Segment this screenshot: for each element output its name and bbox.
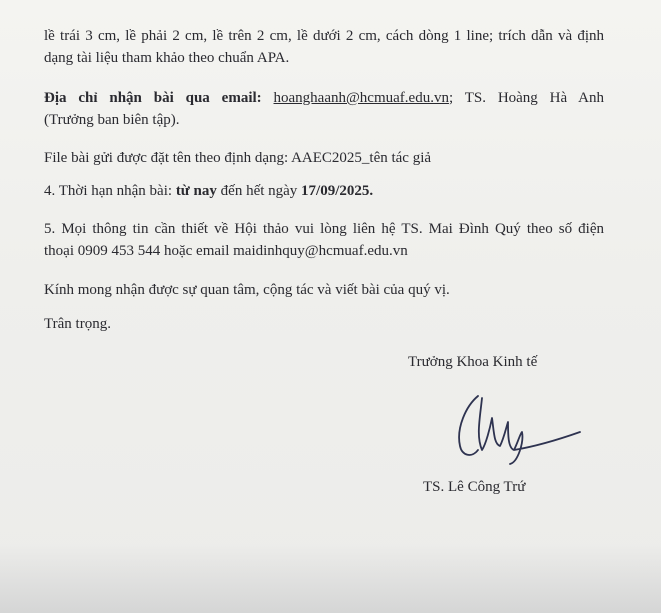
format-line-1: lề trái 3 cm, lề phải 2 cm, lề trên 2 cm, lề dưới 2 cm, cách dòng 1 line; trích dẫn và định xyxy=(44,28,604,44)
format-line-2: dạng tài liệu tham khảo theo chuẩn APA. xyxy=(44,50,290,66)
signature-image xyxy=(448,388,588,468)
deadline-prefix: 4. Thời hạn nhận bài: xyxy=(44,183,176,199)
deadline xyxy=(44,181,373,201)
signatory-title: Trưởng Khoa Kinh tế xyxy=(408,354,538,370)
email-label: Địa chỉ nhận bài qua email: xyxy=(44,90,262,106)
signatory-name: TS. Lê Công Trứ xyxy=(423,479,526,495)
closing-text: Kính mong nhận được sự quan tâm, cộng tác và viết bài của quý vị. xyxy=(44,282,450,298)
editor-role: (Trưởng ban biên tập). xyxy=(44,112,180,128)
regards-text: Trân trọng. xyxy=(44,316,111,332)
deadline-middle: đến hết ngày xyxy=(216,183,302,199)
email-link[interactable]: hoanghaanh@hcmuaf.edu.vn xyxy=(273,90,449,106)
deadline-date: 17/09/2025. xyxy=(301,183,374,199)
contact-line-1: 5. Mọi thông tin cần thiết về Hội thảo vui lòng liên hệ TS. Mai Đình Quý theo số điện xyxy=(44,221,604,237)
email-line xyxy=(44,88,604,108)
file-naming: File bài gửi được đặt tên theo định dạng: AAEC2025_tên tác giả xyxy=(44,150,432,166)
contact-line-2: thoại 0909 453 544 hoặc email maidinhquy@hcmuaf.edu.vn xyxy=(44,243,408,259)
page-shadow xyxy=(0,543,661,613)
deadline-from: từ nay xyxy=(175,183,217,199)
editor-name: ; TS. Hoàng Hà Anh xyxy=(448,90,605,106)
